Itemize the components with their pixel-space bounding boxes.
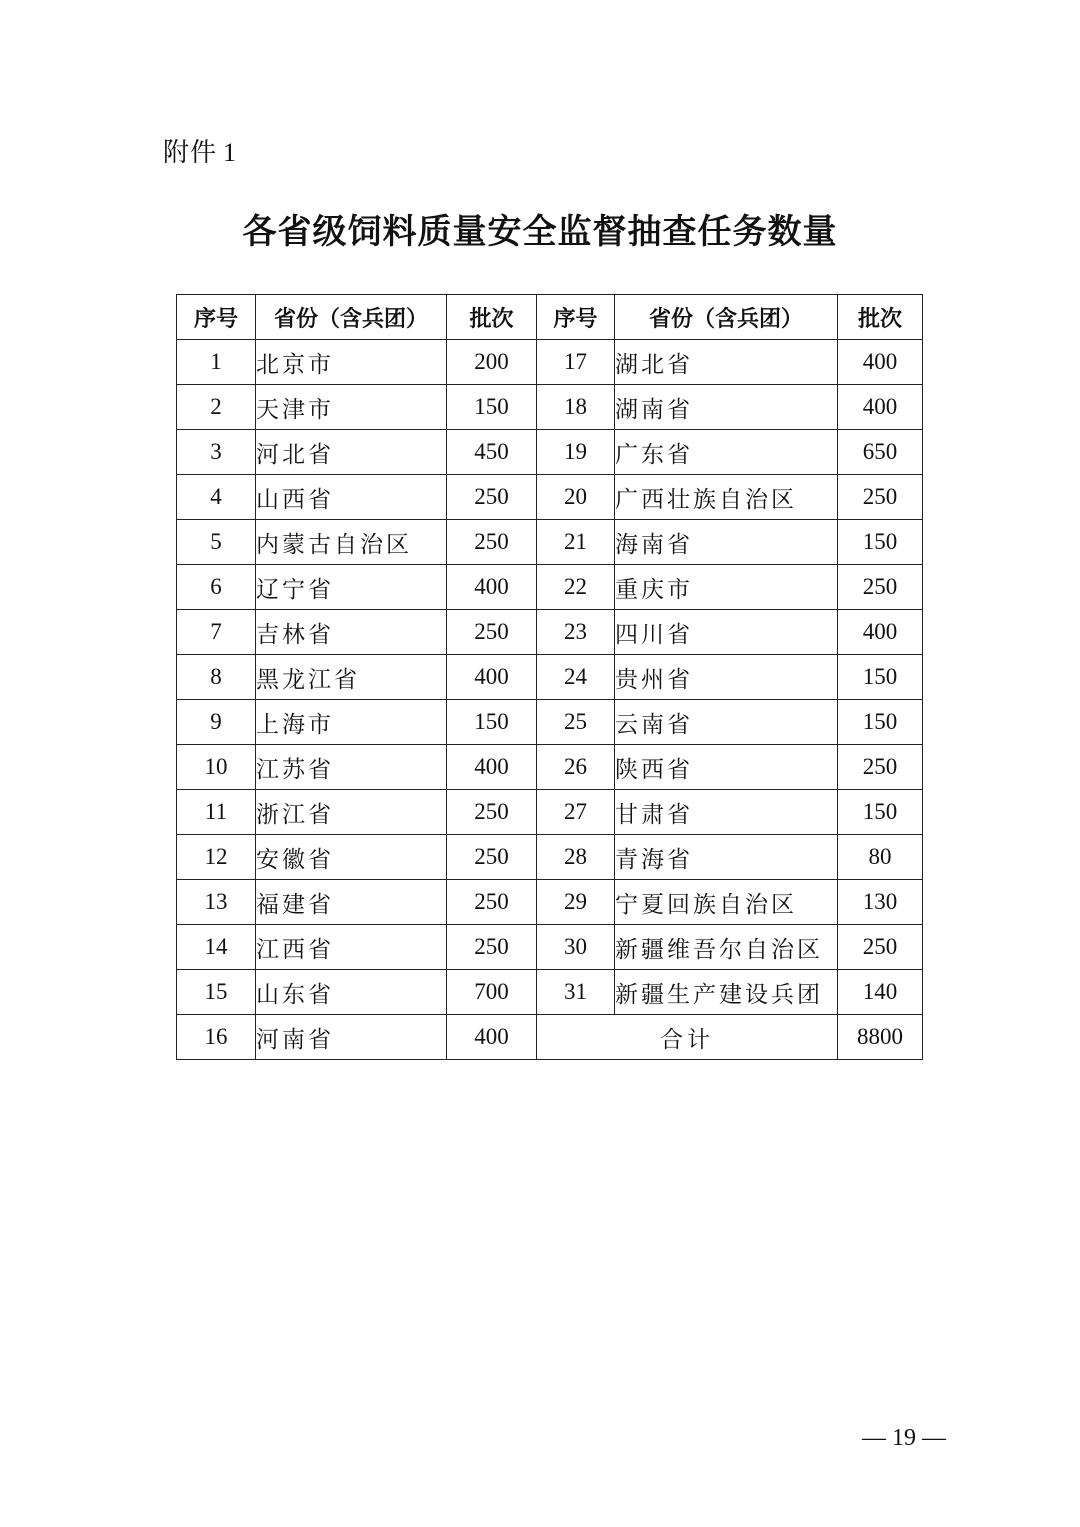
row-batches-right: 250 [838,475,923,520]
table-header-row [177,295,923,340]
row-province-left: 福建省 [256,880,447,925]
row-province-left: 上海市 [256,700,447,745]
row-province-left: 江苏省 [256,745,447,790]
row-province-right: 广西壮族自治区 [615,475,838,520]
row-batches-left: 250 [447,835,537,880]
row-province-right: 陕西省 [615,745,838,790]
row-province-left: 河北省 [256,430,447,475]
table-row [177,385,923,430]
row-index-left: 16 [177,1015,256,1060]
row-province-right: 海南省 [615,520,838,565]
attachment-label [163,132,237,169]
row-province-left: 北京市 [256,340,447,385]
total-value: 8800 [838,1015,923,1060]
header-batches-right: 批次 [838,295,923,340]
row-batches-left: 250 [447,925,537,970]
table-row [177,655,923,700]
row-batches-left: 250 [447,790,537,835]
row-batches-left: 400 [447,655,537,700]
row-index-right: 28 [537,835,615,880]
row-index-right: 21 [537,520,615,565]
row-province-right: 青海省 [615,835,838,880]
row-province-right: 新疆维吾尔自治区 [615,925,838,970]
row-index-right: 29 [537,880,615,925]
row-index-right: 18 [537,385,615,430]
row-index-left: 2 [177,385,256,430]
table-row-total [177,1015,923,1060]
row-batches-right: 400 [838,385,923,430]
row-index-right: 25 [537,700,615,745]
row-batches-left: 250 [447,475,537,520]
row-province-left: 山东省 [256,970,447,1015]
table-row [177,880,923,925]
row-index-left: 15 [177,970,256,1015]
row-province-left: 山西省 [256,475,447,520]
header-province-left: 省份（含兵团） [256,295,447,340]
row-batches-right: 150 [838,700,923,745]
row-province-right: 甘肃省 [615,790,838,835]
table-row [177,520,923,565]
row-province-left: 辽宁省 [256,565,447,610]
row-index-right: 27 [537,790,615,835]
row-province-left: 黑龙江省 [256,655,447,700]
row-index-left: 11 [177,790,256,835]
table-row [177,430,923,475]
row-province-left: 内蒙古自治区 [256,520,447,565]
row-batches-left: 400 [447,745,537,790]
header-batches-left: 批次 [447,295,537,340]
row-index-right: 19 [537,430,615,475]
row-index-left: 1 [177,340,256,385]
row-batches-left: 150 [447,385,537,430]
table-row [177,745,923,790]
table-row [177,925,923,970]
page-number: — 19 — [862,1425,946,1451]
row-batches-right: 130 [838,880,923,925]
row-province-right: 四川省 [615,610,838,655]
row-province-right: 广东省 [615,430,838,475]
row-batches-left: 250 [447,880,537,925]
quota-table [176,294,923,1060]
total-label: 合计 [537,1015,838,1060]
row-index-right: 31 [537,970,615,1015]
row-batches-right: 400 [838,340,923,385]
row-index-left: 6 [177,565,256,610]
table-row [177,340,923,385]
row-batches-left: 400 [447,565,537,610]
row-batches-left: 250 [447,610,537,655]
attachment-number: 1 [223,138,238,167]
table-row [177,700,923,745]
table-row [177,790,923,835]
row-batches-left: 250 [447,520,537,565]
row-province-right: 贵州省 [615,655,838,700]
table-row [177,835,923,880]
row-province-right: 新疆生产建设兵团 [615,970,838,1015]
table-row [177,970,923,1015]
row-index-right: 20 [537,475,615,520]
row-batches-right: 250 [838,925,923,970]
row-batches-right: 150 [838,790,923,835]
row-batches-left: 400 [447,1015,537,1060]
attachment-prefix: 附件 [163,138,218,168]
row-province-left: 河南省 [256,1015,447,1060]
row-batches-right: 150 [838,520,923,565]
row-province-left: 吉林省 [256,610,447,655]
row-batches-right: 400 [838,610,923,655]
row-batches-right: 650 [838,430,923,475]
row-batches-right: 140 [838,970,923,1015]
row-province-left: 江西省 [256,925,447,970]
row-index-left: 4 [177,475,256,520]
row-batches-left: 200 [447,340,537,385]
row-index-left: 3 [177,430,256,475]
row-index-left: 8 [177,655,256,700]
row-index-left: 9 [177,700,256,745]
row-province-right: 湖北省 [615,340,838,385]
document-title: 各省级饲料质量安全监督抽查任务数量 [242,212,838,252]
table-row [177,565,923,610]
row-index-left: 5 [177,520,256,565]
row-province-right: 重庆市 [615,565,838,610]
row-index-left: 12 [177,835,256,880]
row-index-right: 30 [537,925,615,970]
row-province-left: 安徽省 [256,835,447,880]
row-province-left: 浙江省 [256,790,447,835]
table-row [177,610,923,655]
row-batches-left: 700 [447,970,537,1015]
row-province-left: 天津市 [256,385,447,430]
header-index-left: 序号 [177,295,256,340]
row-batches-right: 150 [838,655,923,700]
row-batches-right: 250 [838,745,923,790]
row-index-left: 14 [177,925,256,970]
row-province-right: 湖南省 [615,385,838,430]
row-batches-left: 450 [447,430,537,475]
row-province-right: 宁夏回族自治区 [615,880,838,925]
header-province-right: 省份（含兵团） [615,295,838,340]
header-index-right: 序号 [537,295,615,340]
row-batches-right: 250 [838,565,923,610]
row-index-left: 13 [177,880,256,925]
row-province-right: 云南省 [615,700,838,745]
row-index-right: 24 [537,655,615,700]
table-row [177,475,923,520]
row-batches-right: 80 [838,835,923,880]
table-body [177,340,923,1060]
row-index-left: 7 [177,610,256,655]
row-index-left: 10 [177,745,256,790]
row-index-right: 26 [537,745,615,790]
row-index-right: 23 [537,610,615,655]
row-index-right: 17 [537,340,615,385]
row-index-right: 22 [537,565,615,610]
row-batches-left: 150 [447,700,537,745]
